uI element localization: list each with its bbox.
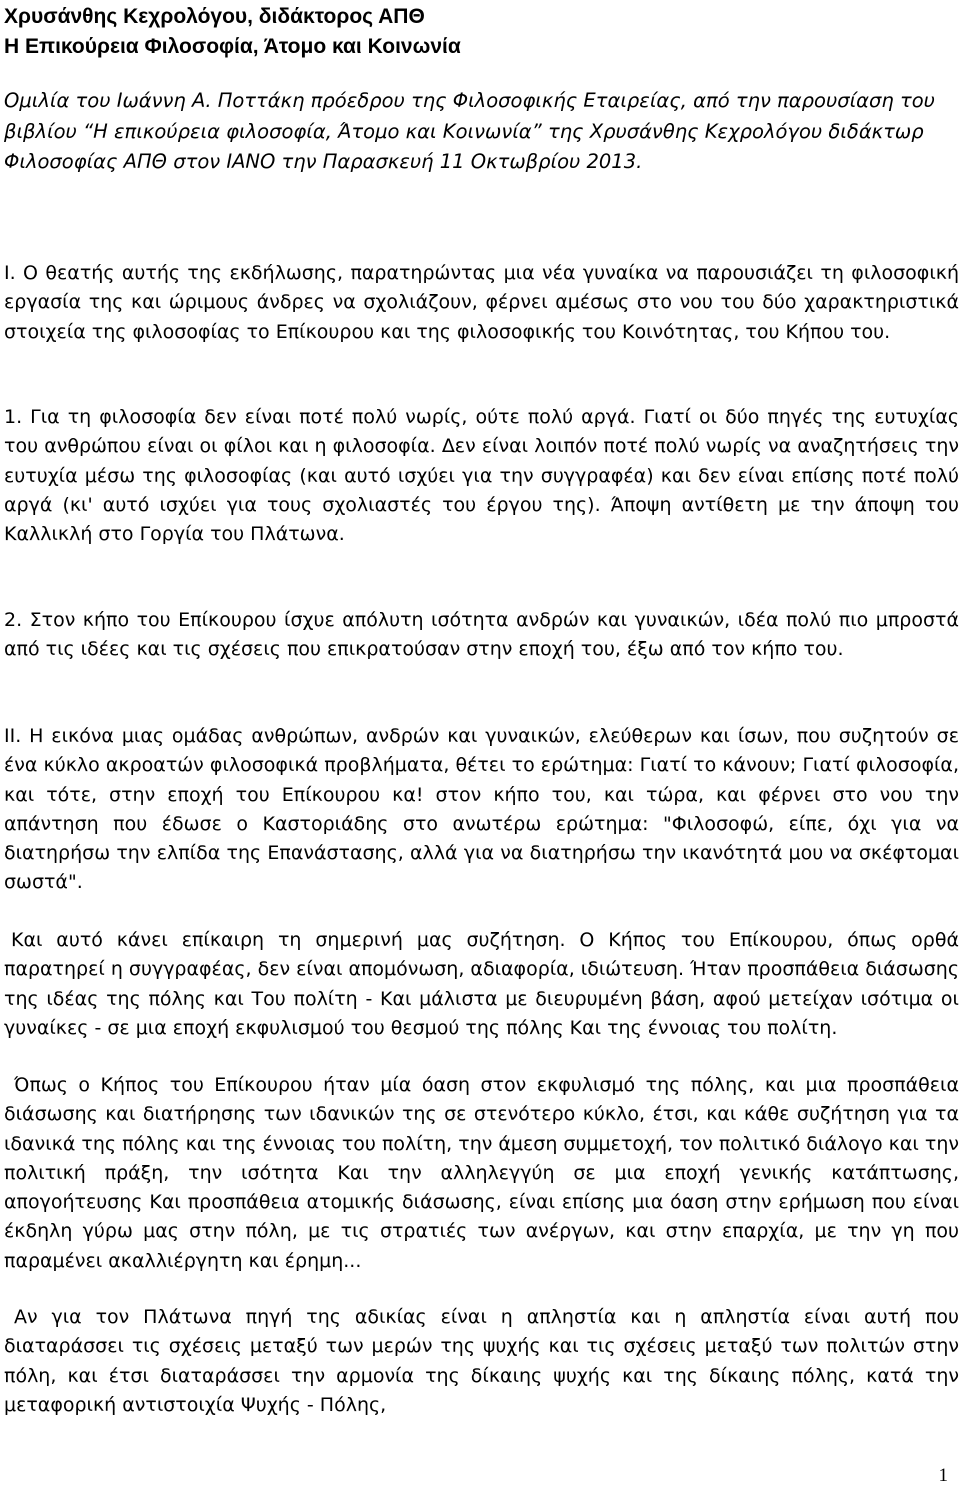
- document-title: [4, 2, 954, 62]
- paragraph-relevance: Και αυτό κάνει επίκαιρη τη σημερινή μας συζήτηση. Ο Κήπος του Επίκουρου, όπως ορθά παρατηρεί η συγγραφέας, δεν είναι απομόνωση, αδιαφορία, ιδιώτευση. Ήταν προσπάθεια διάσωσης της ιδέας της πόλης και Του πολίτη - Και μάλιστα με διευρυμένη βάση, αφού μετείχαν ισότιμα οι γυναίκες - σε μια εποχή εκφυλισμού του θεσμού της πόλης Και της έννοιας του πολίτη.: [4, 929, 959, 1039]
- title-book-line: Η Επικούρεια Φιλοσοφία, Άτομο και Κοινωνία: [4, 35, 461, 58]
- intro-paragraph: Ομιλία του Ιωάννη Α. Ποττάκη πρόεδρου της Φιλοσοφικής Εταιρείας, από την παρουσίαση του βιβλίου “Η επικούρεια φιλοσοφία, Άτομο και Κοινωνία” της Χρυσάνθης Κεχρολόγου διδάκτωρ Φιλοσοφίας ΑΠΘ στον ΙΑΝΟ την Παρασκευή 11 Οκτωβρίου 2013.: [4, 89, 935, 174]
- paragraph-plato: Αν για τον Πλάτωνα πηγή της αδικίας είναι η απληστία και η απληστία είναι αυτή που διαταράσσει τις σχέσεις μεταξύ των μερών της ψυχής και τις σχέσεις μεταξύ των πολιτών στην πόλη, και έτσι διαταράσσει την αρμονία της δίκαιης ψυχής και της δίκαιης πόλης, κατά την μεταφορική αντιστοιχία Ψυχής - Πόλης,: [4, 1306, 959, 1416]
- page-number: 1: [938, 1465, 948, 1486]
- paragraph-point-1: 1. Για τη φιλοσοφία δεν είναι ποτέ πολύ νωρίς, ούτε πολύ αργά. Γιατί οι δύο πηγές της ευτυχίας του ανθρώπου είναι οι φίλοι και η φιλοσοφία. Δεν είναι λοιπόν ποτέ πολύ νωρίς να αναζητήσεις την ευτυχία μέσω της φιλοσοφίας (και αυτό ισχύει για την συγγραφέα) και δεν είναι επίσης ποτέ πολύ αργά (κι' αυτό ισχύει για τους σχολιαστές του έργου της). Άποψη αντίθετη με την άποψη του Καλλικλή στο Γοργία του Πλάτωνα.: [4, 406, 959, 546]
- paragraph-section-2: II. Η εικόνα μιας ομάδας ανθρώπων, ανδρών και γυναικών, ελεύθερων και ίσων, που συζητούν σε ένα κύκλο ακροατών φιλοσοφικά προβλήματα, θέτει το ερώτημα: Γιατί το κάνουν; Γιατί φιλοσοφία, και τότε, στην εποχή του Επίκουρου κα! στον κήπο του, και τώρα, και φέρνει στο νου την απάντηση που έδωσε ο Καστοριάδης στο ανωτέρω ερώτημα: "Φιλοσοφώ, είπε, όχι για να διατηρήσω την ελπίδα της Επανάστασης, αλλά για να διατηρήσω την ικανότητά μου να σκέφτομαι σωστά".: [4, 725, 959, 894]
- paragraph-point-2: 2. Στον κήπο του Επίκουρου ίσχυε απόλυτη ισότητα ανδρών και γυναικών, ιδέα πολύ πιο μπροστά από τις ιδέες και τις σχέσεις που επικρατούσαν στην εποχή του, έξω από τον κήπο του.: [4, 609, 959, 661]
- paragraph-section-1: I. Ο θεατής αυτής της εκδήλωσης, παρατηρώντας μια νέα γυναίκα να παρουσιάζει τη φιλοσοφική εργασία της και ώριμους άνδρες να σχολιάζουν, φέρνει αμέσως στο νου του δύο χαρακτηριστικά στοιχεία της φιλοσοφίας το Επίκουρου και της φιλοσοφικής του Κοινότητας, του Κήπου του.: [4, 262, 959, 343]
- title-author-line: Χρυσάνθης Κεχρολόγου, διδάκτορος ΑΠΘ: [4, 5, 425, 28]
- paragraph-garden-oasis: Όπως ο Κήπος του Επίκουρου ήταν μία όαση στον εκφυλισμό της πόλης, και μια προσπάθεια διάσωσης και διατήρησης των ιδανικών της σε στενότερο κύκλο, έτσι, και κάθε συζήτηση για τα ιδανικά της πόλης και της έννοιας του πολίτη, την άμεση συμμετοχή, τον πολιτικό διάλογο και την πολιτική πράξη, την ισότητα Και την αλληλεγγύη σε μια εποχή γενικής κατάπτωσης, απογοήτευσης Και προσπάθεια ατομικής διάσωσης, είναι επίσης μια όαση στην ερήμωση που είναι έκδηλη γύρω μας στην πόλη, με τις στρατιές των ανέργων, και στην επαρχία, με την γη που παραμένει ακαλλιέργητη και έρημη...: [4, 1074, 959, 1272]
